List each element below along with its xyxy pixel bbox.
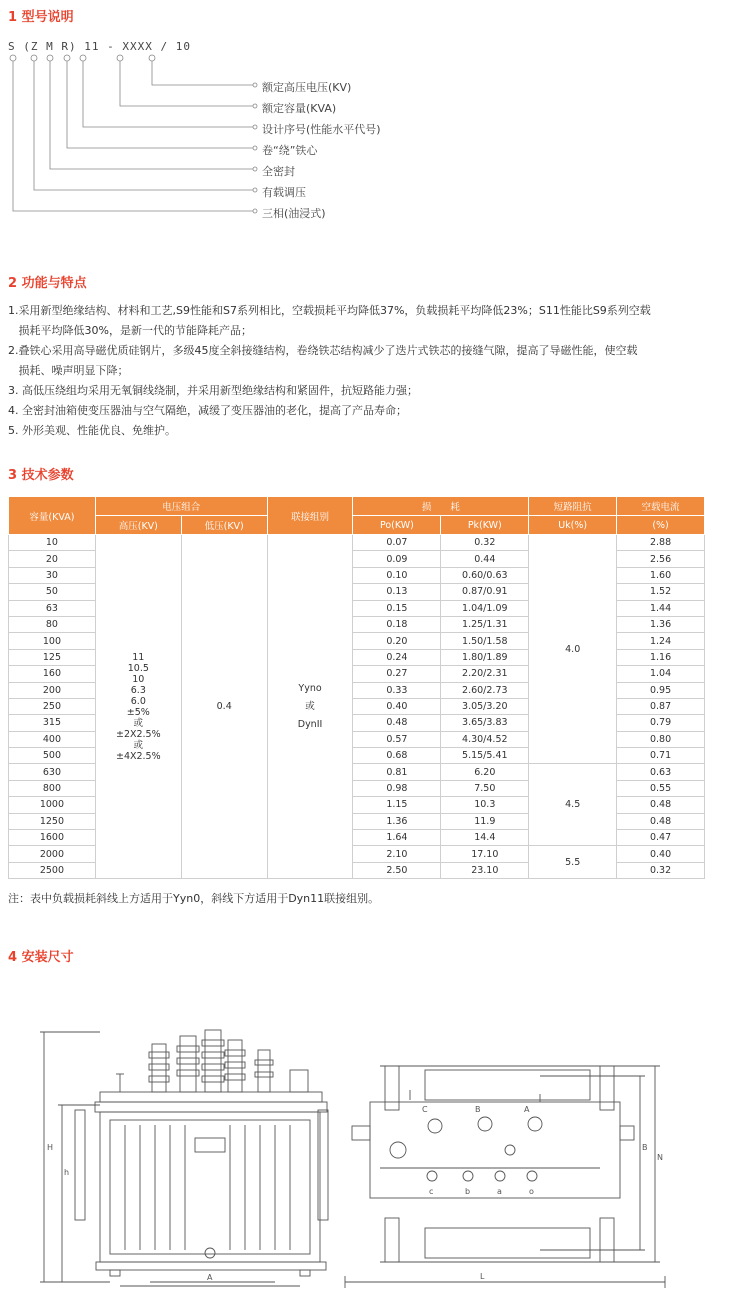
cell-capacity: 80 — [9, 616, 96, 632]
cell-io: 0.71 — [617, 748, 705, 764]
cell-pk: 0.32 — [441, 535, 529, 551]
cell-pk: 0.87/0.91 — [441, 584, 529, 600]
cell-uk: 5.5 — [529, 846, 617, 879]
cell-capacity: 2500 — [9, 862, 96, 878]
header-lv: 低压(KV) — [181, 516, 267, 535]
feature-line: 4. 全密封油箱使变压器油与空气隔绝，减缓了变压器油的老化，提高了产品寿命； — [8, 404, 407, 417]
cell-io: 1.60 — [617, 567, 705, 583]
hv-value: ±5% — [126, 706, 150, 718]
hv-value: 6.3 — [130, 684, 146, 696]
cell-capacity: 1600 — [9, 830, 96, 846]
cell-po: 0.68 — [353, 748, 441, 764]
model-label-design: 设计序号(性能水平代号) — [262, 123, 381, 136]
cell-po: 0.98 — [353, 780, 441, 796]
cell-po: 0.07 — [353, 535, 441, 551]
cell-io: 0.80 — [617, 731, 705, 747]
dim-label-L: L — [480, 1272, 485, 1281]
cell-io: 1.16 — [617, 649, 705, 665]
cell-po: 0.13 — [353, 584, 441, 600]
cell-io: 1.24 — [617, 633, 705, 649]
cell-pk: 14.4 — [441, 830, 529, 846]
phase-label-A: A — [524, 1105, 530, 1114]
feature-line: 3. 高低压绕组均采用无氧铜线绕制，并采用新型绝缘结构和紧固件，抗短路能力强； — [8, 384, 418, 397]
cell-pk: 1.25/1.31 — [441, 616, 529, 632]
cell-po: 1.15 — [353, 797, 441, 813]
cell-io: 0.48 — [617, 797, 705, 813]
cell-capacity: 30 — [9, 567, 96, 583]
cell-pk: 17.10 — [441, 846, 529, 862]
cell-uk: 4.5 — [529, 764, 617, 846]
cell-io: 0.87 — [617, 698, 705, 714]
phase-label-C: C — [422, 1105, 428, 1114]
feature-line: 损耗、噪声明显下降； — [8, 364, 129, 377]
cell-capacity: 400 — [9, 731, 96, 747]
cell-capacity: 2000 — [9, 846, 96, 862]
cell-capacity: 160 — [9, 666, 96, 682]
header-io: 空载电流 — [617, 497, 705, 516]
cell-lv-value: 0.4 — [181, 535, 267, 879]
header-voltage: 电压组合 — [95, 497, 267, 516]
dim-label-h: h — [64, 1168, 70, 1177]
cell-po: 0.18 — [353, 616, 441, 632]
cell-capacity: 630 — [9, 764, 96, 780]
cell-io: 1.04 — [617, 666, 705, 682]
cell-pk: 3.65/3.83 — [441, 715, 529, 731]
header-pk: Pk(KW) — [441, 516, 529, 535]
cell-pk: 10.3 — [441, 797, 529, 813]
model-code: S (Z M R) 11 - XXXX / 10 — [8, 40, 191, 53]
cell-io: 1.44 — [617, 600, 705, 616]
feature-line: 1.采用新型绝缘结构、材料和工艺,S9性能和S7系列相比，空载损耗平均降低37%，负载损耗平均降低23%；S11性能比S9系列空载 — [8, 304, 651, 317]
cell-pk: 0.44 — [441, 551, 529, 567]
cell-capacity: 800 — [9, 780, 96, 796]
section-title-install: 4 安装尺寸 — [8, 950, 74, 965]
cell-io: 1.36 — [617, 616, 705, 632]
section-title-model: 1 型号说明 — [8, 10, 74, 25]
hv-value: 10 — [132, 673, 145, 685]
cell-capacity: 125 — [9, 649, 96, 665]
cell-io: 0.47 — [617, 830, 705, 846]
group-value: 或 — [305, 700, 315, 712]
phase-label-c: c — [429, 1187, 434, 1196]
cell-po: 0.40 — [353, 698, 441, 714]
dim-label-B: B — [642, 1143, 648, 1152]
model-label-voltage: 额定高压电压(KV) — [262, 81, 352, 94]
hv-value: 6.0 — [130, 695, 146, 707]
model-label-phase: 三相(油浸式) — [262, 207, 326, 220]
cell-po: 0.81 — [353, 764, 441, 780]
hv-value: ±2X2.5% — [115, 728, 161, 740]
cell-pk: 3.05/3.20 — [441, 698, 529, 714]
cell-capacity: 20 — [9, 551, 96, 567]
cell-pk: 7.50 — [441, 780, 529, 796]
table-row — [9, 535, 705, 551]
section-title-features: 2 功能与特点 — [8, 276, 87, 291]
cell-hv-values — [95, 535, 181, 879]
cell-capacity: 500 — [9, 748, 96, 764]
cell-po: 0.48 — [353, 715, 441, 731]
model-leader-lines — [0, 52, 380, 222]
table-note: 注：表中负载损耗斜线上方适用于Yyn0，斜线下方适用于Dyn11联接组别。 — [8, 892, 380, 905]
installation-drawing — [0, 1000, 730, 1295]
group-value: Yyno — [298, 682, 322, 694]
section-title-params: 3 技术参数 — [8, 468, 74, 483]
cell-io: 2.88 — [617, 535, 705, 551]
cell-po: 2.10 — [353, 846, 441, 862]
model-label-capacity: 额定容量(KVA) — [262, 102, 337, 115]
cell-pk: 0.60/0.63 — [441, 567, 529, 583]
cell-group-values — [267, 535, 353, 879]
feature-list — [8, 301, 723, 441]
hv-value: 或 — [133, 739, 144, 751]
cell-po: 0.09 — [353, 551, 441, 567]
feature-line: 损耗平均降低30%，是新一代的节能降耗产品； — [8, 324, 252, 337]
cell-pk: 11.9 — [441, 813, 529, 829]
feature-line: 5. 外形美观、性能优良、免维护。 — [8, 424, 176, 437]
cell-pk: 1.04/1.09 — [441, 600, 529, 616]
cell-capacity: 200 — [9, 682, 96, 698]
cell-po: 1.64 — [353, 830, 441, 846]
hv-value: ±4X2.5% — [115, 750, 161, 762]
dim-label-H: H — [47, 1143, 54, 1152]
cell-pk: 1.50/1.58 — [441, 633, 529, 649]
model-label-core: 卷“绕”铁心 — [262, 144, 318, 157]
cell-pk: 4.30/4.52 — [441, 731, 529, 747]
header-group: 联接组别 — [267, 497, 353, 535]
header-uk: 短路阻抗 — [529, 497, 617, 516]
cell-po: 0.24 — [353, 649, 441, 665]
dim-label-A: A — [207, 1273, 213, 1282]
cell-capacity: 315 — [9, 715, 96, 731]
cell-uk: 4.0 — [529, 535, 617, 764]
cell-po: 1.36 — [353, 813, 441, 829]
cell-pk: 6.20 — [441, 764, 529, 780]
cell-po: 0.57 — [353, 731, 441, 747]
header-hv: 高压(KV) — [95, 516, 181, 535]
cell-io: 0.79 — [617, 715, 705, 731]
cell-capacity: 250 — [9, 698, 96, 714]
cell-po: 0.10 — [353, 567, 441, 583]
cell-io: 0.95 — [617, 682, 705, 698]
cell-po: 0.33 — [353, 682, 441, 698]
cell-io: 0.40 — [617, 846, 705, 862]
model-label-onload: 有载调压 — [262, 186, 306, 199]
cell-po: 0.15 — [353, 600, 441, 616]
phase-label-b: b — [465, 1187, 471, 1196]
cell-po: 0.20 — [353, 633, 441, 649]
header-loss: 损 耗 — [353, 497, 529, 516]
header-po: Po(KW) — [353, 516, 441, 535]
header-io-unit: (%) — [617, 516, 705, 535]
model-label-sealed: 全密封 — [262, 165, 295, 178]
phase-label-o: o — [529, 1187, 534, 1196]
cell-capacity: 10 — [9, 535, 96, 551]
cell-pk: 2.60/2.73 — [441, 682, 529, 698]
cell-pk: 23.10 — [441, 862, 529, 878]
cell-capacity: 63 — [9, 600, 96, 616]
cell-io: 2.56 — [617, 551, 705, 567]
cell-pk: 5.15/5.41 — [441, 748, 529, 764]
cell-po: 2.50 — [353, 862, 441, 878]
cell-pk: 2.20/2.31 — [441, 666, 529, 682]
dim-label-N: N — [657, 1153, 663, 1162]
cell-pk: 1.80/1.89 — [441, 649, 529, 665]
phase-label-B: B — [475, 1105, 481, 1114]
cell-io: 1.52 — [617, 584, 705, 600]
cell-io: 0.32 — [617, 862, 705, 878]
cell-capacity: 50 — [9, 584, 96, 600]
table-body — [9, 535, 705, 879]
group-value: DynII — [297, 718, 323, 730]
cell-capacity: 1250 — [9, 813, 96, 829]
phase-label-a: a — [497, 1187, 502, 1196]
cell-capacity: 100 — [9, 633, 96, 649]
hv-value: 10.5 — [127, 662, 149, 674]
cell-io: 0.55 — [617, 780, 705, 796]
hv-value: 或 — [133, 717, 144, 729]
header-uk-unit: Uk(%) — [529, 516, 617, 535]
cell-po: 0.27 — [353, 666, 441, 682]
cell-io: 0.63 — [617, 764, 705, 780]
cell-capacity: 1000 — [9, 797, 96, 813]
feature-line: 2.叠铁心采用高导磁优质硅钢片，多级45度全斜接缝结构，卷绕铁芯结构减少了迭片式铁芯的接缝气隙，提高了导磁性能，使空载 — [8, 344, 638, 357]
hv-value: 11 — [132, 651, 145, 663]
cell-io: 0.48 — [617, 813, 705, 829]
parameter-table — [8, 496, 705, 879]
header-capacity: 容量(KVA) — [9, 497, 96, 535]
